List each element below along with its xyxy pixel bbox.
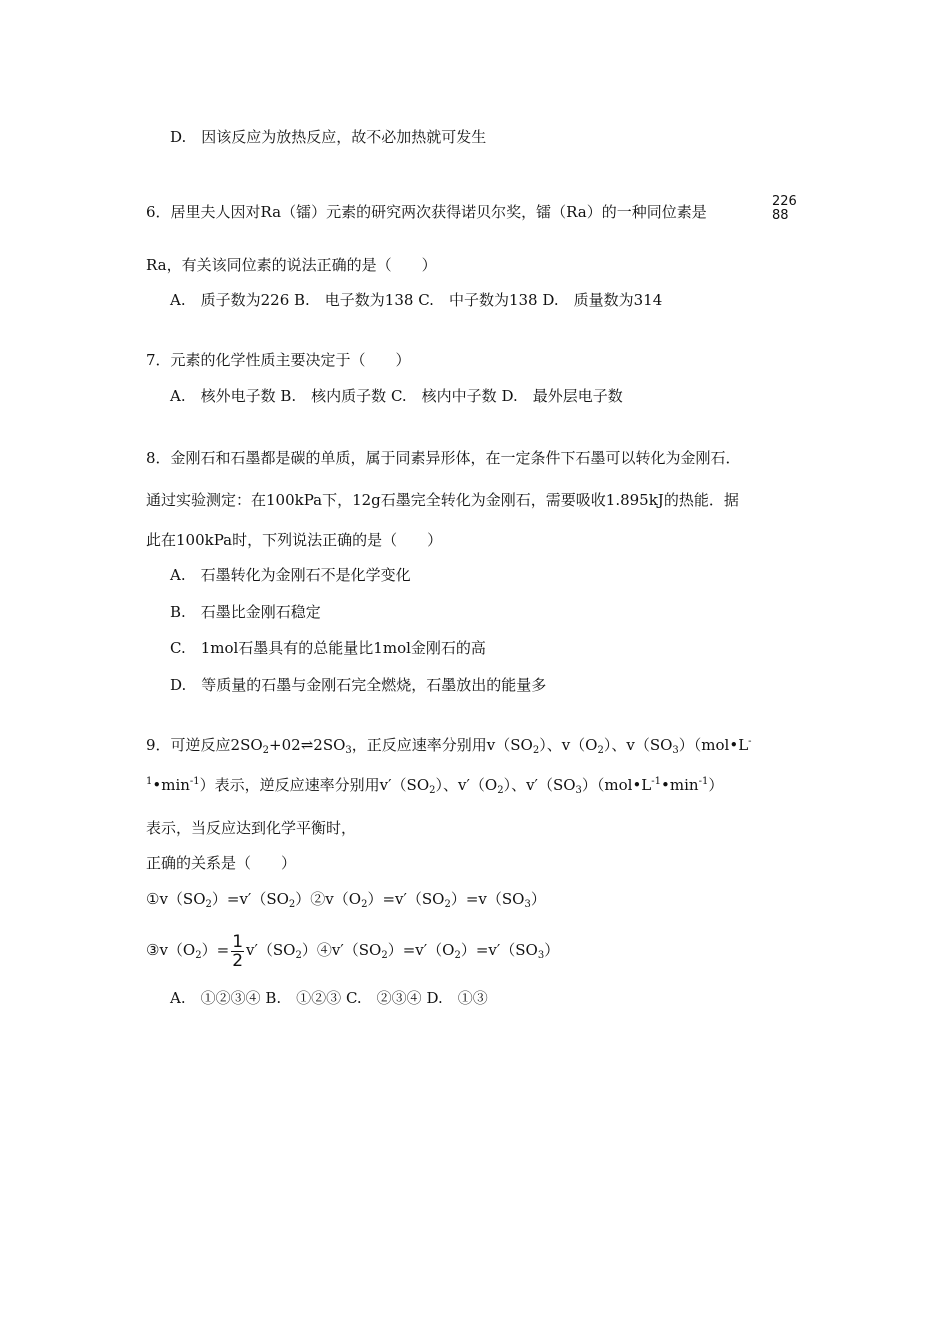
q7-option-b: B. 核内质子数 [280, 387, 387, 405]
q6-option-c: C. 中子数为138 [418, 291, 538, 309]
q9-option-d: D. ①③ [426, 989, 488, 1007]
q6-options [170, 290, 662, 310]
q8-option-a: A. 石墨转化为金刚石不是化学变化 [170, 566, 411, 584]
q6-option-a: A. 质子数为226 [170, 291, 290, 309]
q6-option-b: B. 电子数为138 [294, 291, 414, 309]
q8-option-d: D. 等质量的石墨与金刚石完全燃烧，石墨放出的能量多 [170, 676, 547, 694]
q8-stem-line3: 此在100kPa时，下列说法正确的是（ ） [146, 531, 443, 549]
q8-stem-line1: 8．金刚石和石墨都是碳的单质，属于同素异形体，在一定条件下石墨可以转化为金刚石． [146, 449, 741, 467]
one-half-fraction: $\frac{1}{2}$ [232, 931, 244, 971]
q6-stem-line1: 6．居里夫人因对Ra（镭）元素的研究两次获得诺贝尔奖，镭（Ra）的一种同位素是 [146, 203, 707, 221]
q5-option-d: D. 因该反应为放热反应，故不必加热就可发生 [170, 128, 487, 146]
q7-options [170, 386, 623, 406]
q6-stem-line2: Ra，有关该同位素的说法正确的是（ ） [146, 256, 437, 274]
q8-option-b: B. 石墨比金刚石稳定 [170, 603, 321, 621]
q7-stem: 7．元素的化学性质主要决定于（ ） [146, 351, 411, 369]
q7-option-a: A. 核外电子数 [170, 387, 276, 405]
q9-stem-line3: 表示，当反应达到化学平衡时， [146, 819, 357, 837]
q6-isotope-mass-number: 226 [772, 194, 797, 209]
q9-stem-line4: 正确的关系是（ ） [146, 854, 297, 872]
q9-option-b: B. ①②③ [265, 989, 342, 1007]
q9-stem-line2: $^1•\min^{-1}$）表示，逆反应速率分别用$v'(SO_2)$、$v'(O_2)$、$v'(SO_3)(mol•L^{-1}•\min^{-1})$ [146, 776, 724, 796]
q7-option-d: D. 最外层电子数 [501, 387, 623, 405]
q9-stem-line1: 9．可逆反应$2SO_2+02\rightleftharpoons 2SO_3$，正反应速率分别用$v(SO_2)$、$v(O_2)$、$v(SO_3)(mol•L^-$ [146, 736, 752, 756]
q9-relation-1-2: $①v(SO_2)=v'(SO_2)②v(O_2)=v'(SO_2)=v(SO_3)$ [146, 890, 546, 910]
q6-isotope-atomic-number: 88 [772, 208, 789, 223]
q9-option-c: C. ②③④ [345, 989, 422, 1007]
q9-option-a: A. ①②③④ [170, 989, 261, 1007]
q9-relation-3-4: $③v(O_2)=$ $\frac{1}{2}$ $v'(SO_2)④v'(SO_2)=v'(O_2)=v'(SO_3)$ [146, 931, 560, 971]
q9-options [170, 988, 488, 1008]
q7-option-c: C. 核内中子数 [390, 387, 497, 405]
q6-isotope-notation [772, 195, 797, 223]
q8-option-c: C. 1mol石墨具有的总能量比1mol金刚石的高 [170, 639, 486, 657]
q6-option-d: D. 质量数为314 [542, 291, 663, 309]
q8-stem-line2: 通过实验测定：在100kPa下，12g石墨完全转化为金刚石，需要吸收1.895kJ的热能．据 [146, 491, 739, 509]
